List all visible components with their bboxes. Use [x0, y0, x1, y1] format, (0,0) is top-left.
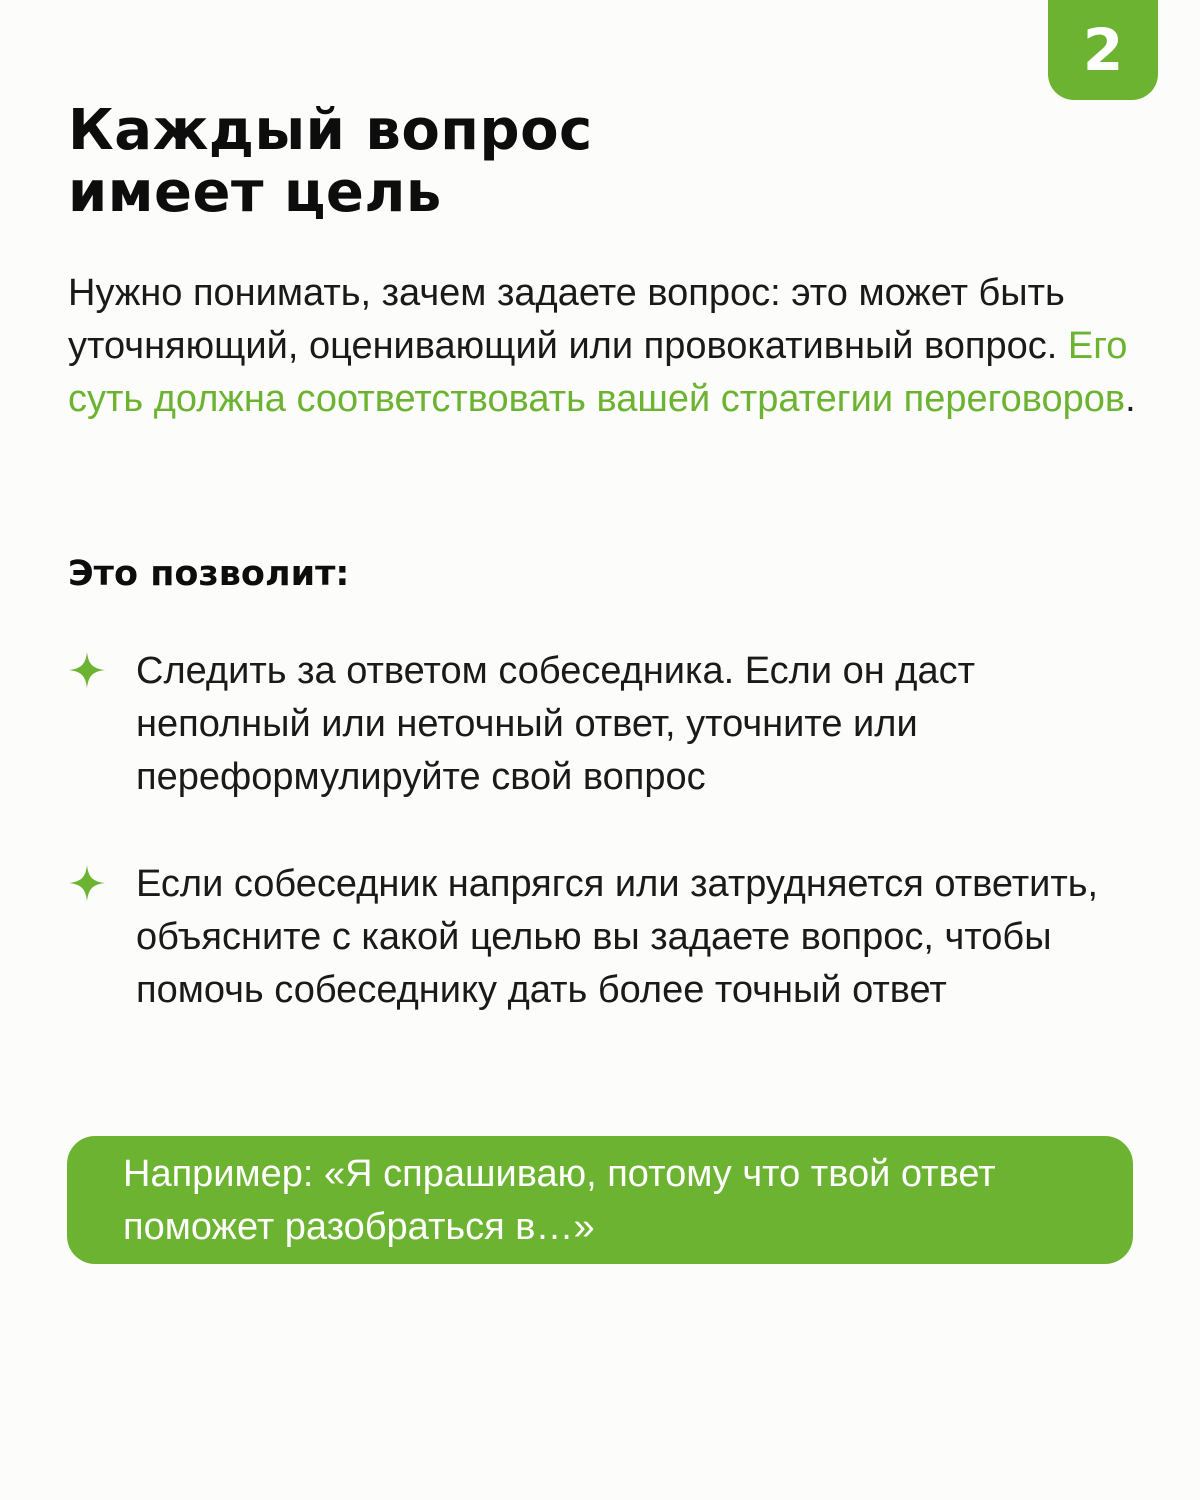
list-item-text: Следить за ответом собеседника. Если он даст неполный или неточный ответ, уточните или переформулируйте свой вопрос	[136, 650, 976, 798]
example-callout	[67, 1136, 1133, 1264]
sparkle-icon	[68, 651, 106, 689]
page-number-badge	[1048, 0, 1158, 100]
intro-paragraph	[68, 267, 1168, 426]
intro-text: Нужно понимать, зачем задаете вопрос: это может быть уточняющий, оценивающий или провокативный вопрос.	[68, 272, 1068, 367]
list-item-text: Если собеседник напрягся или затрудняется ответить, объясните с какой целью вы задаете вопрос, чтобы помочь собеседнику дать более точный ответ	[136, 863, 1099, 1011]
page-number: 2	[1082, 16, 1124, 84]
example-text: Например: «Я спрашиваю, потому что твой ответ поможет разобраться в…»	[123, 1153, 996, 1248]
title-line-1: Каждый вопрос	[68, 98, 593, 163]
title-line-2: имеет цель	[68, 160, 442, 225]
intro-end: .	[1125, 378, 1136, 420]
page-title	[68, 100, 593, 224]
section-subheading: Это позволит:	[68, 554, 350, 594]
intro-highlight: Его суть должна соответствовать вашей стратегии переговоров	[68, 325, 1128, 420]
sparkle-icon	[68, 864, 106, 902]
